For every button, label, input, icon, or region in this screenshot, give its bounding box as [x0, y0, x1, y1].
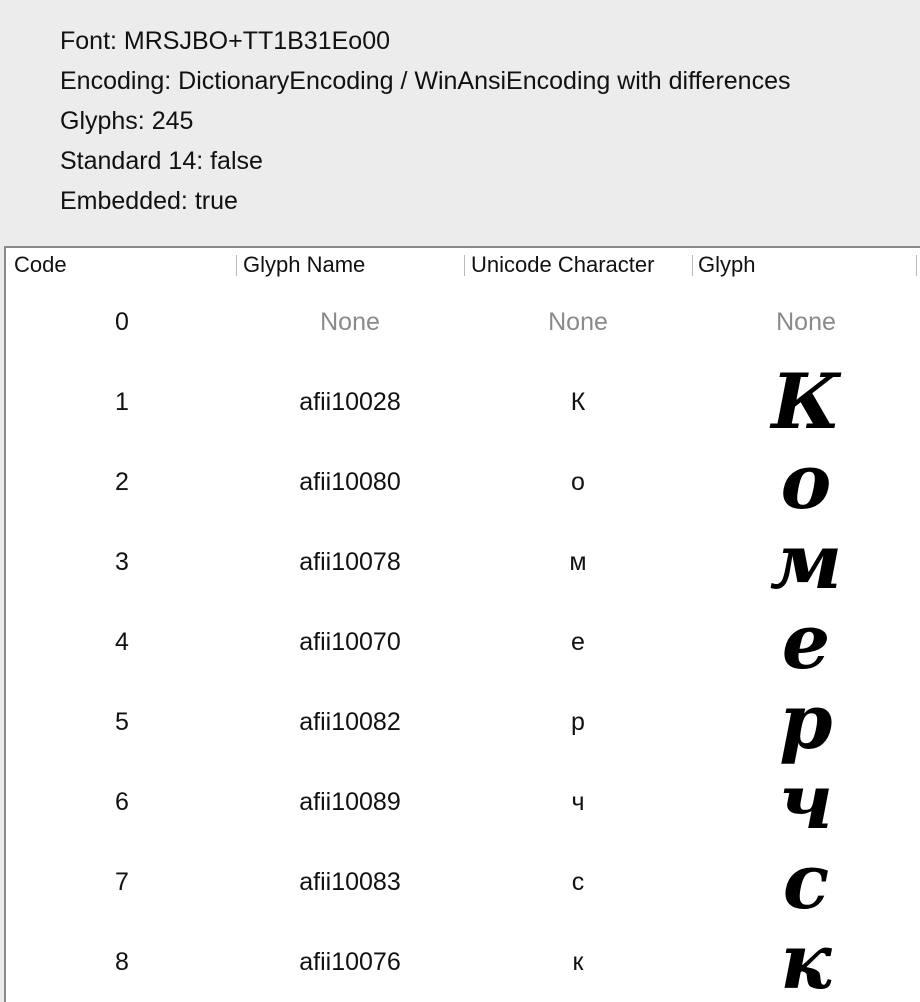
- glyph-name-cell: afii10078: [299, 548, 401, 576]
- unicode-cell: None: [548, 308, 608, 336]
- font-info-panel: [0, 0, 920, 246]
- encoding-label: Encoding: DictionaryEncoding / WinAnsiEncoding with differences: [60, 67, 791, 95]
- column-header-code[interactable]: Code: [14, 252, 67, 277]
- table-row[interactable]: [6, 517, 920, 606]
- code-cell: 3: [115, 548, 129, 576]
- unicode-cell: р: [571, 708, 585, 736]
- glyph-name-cell: afii10082: [299, 708, 401, 736]
- unicode-cell: с: [571, 868, 585, 896]
- code-cell: 1: [115, 388, 129, 416]
- column-header-glyph-name[interactable]: Glyph Name: [243, 252, 366, 277]
- embedded-label: Embedded: true: [60, 187, 238, 215]
- unicode-cell: ч: [571, 788, 585, 816]
- table-header-row: [6, 248, 920, 282]
- glyph-name-cell: afii10089: [299, 788, 401, 816]
- code-cell: 5: [115, 708, 129, 736]
- glyph-table[interactable]: [4, 246, 920, 1002]
- unicode-cell: е: [571, 628, 585, 656]
- column-header-unicode[interactable]: Unicode Character: [471, 252, 655, 277]
- column-divider[interactable]: [464, 255, 465, 276]
- table-row[interactable]: [6, 357, 920, 446]
- glyph-preview-cell: р: [779, 677, 833, 766]
- glyph-name-cell: afii10080: [299, 468, 401, 496]
- glyph-name-cell: afii10076: [299, 948, 401, 976]
- column-divider[interactable]: [692, 255, 693, 276]
- table-row[interactable]: [6, 282, 920, 362]
- glyph-preview-cell: о: [780, 437, 832, 526]
- code-cell: 8: [115, 948, 129, 976]
- glyph-preview-cell: ч: [778, 757, 834, 846]
- glyph-preview-cell: к: [780, 917, 832, 1002]
- font-name-label: Font: MRSJBO+TT1B31Eo00: [60, 27, 391, 55]
- code-cell: 0: [115, 308, 129, 336]
- unicode-cell: м: [569, 548, 587, 576]
- table-row[interactable]: [6, 597, 920, 686]
- glyph-name-cell: afii10083: [299, 868, 401, 896]
- glyph-preview-cell: None: [776, 308, 836, 336]
- table-row[interactable]: [6, 837, 920, 926]
- glyph-preview-cell: е: [781, 597, 831, 686]
- table-row[interactable]: [6, 917, 920, 1002]
- glyph-name-cell: afii10070: [299, 628, 401, 656]
- glyph-preview-cell: м: [769, 517, 843, 606]
- glyph-name-cell: None: [320, 308, 380, 336]
- code-cell: 7: [115, 868, 129, 896]
- unicode-cell: к: [572, 948, 584, 976]
- table-row[interactable]: [6, 757, 920, 846]
- unicode-cell: о: [571, 468, 585, 496]
- code-cell: 4: [115, 628, 129, 656]
- standard14-label: Standard 14: false: [60, 147, 263, 175]
- glyph-count-label: Glyphs: 245: [60, 107, 194, 135]
- glyph-name-cell: afii10028: [299, 388, 401, 416]
- table-row[interactable]: [6, 437, 920, 526]
- column-header-glyph[interactable]: Glyph: [698, 252, 756, 277]
- column-divider[interactable]: [916, 255, 917, 276]
- column-divider[interactable]: [236, 255, 237, 276]
- unicode-cell: К: [570, 388, 586, 416]
- code-cell: 2: [115, 468, 129, 496]
- glyph-preview-cell: с: [782, 837, 830, 926]
- table-row[interactable]: [6, 677, 920, 766]
- glyph-preview-cell: К: [771, 357, 841, 446]
- code-cell: 6: [115, 788, 129, 816]
